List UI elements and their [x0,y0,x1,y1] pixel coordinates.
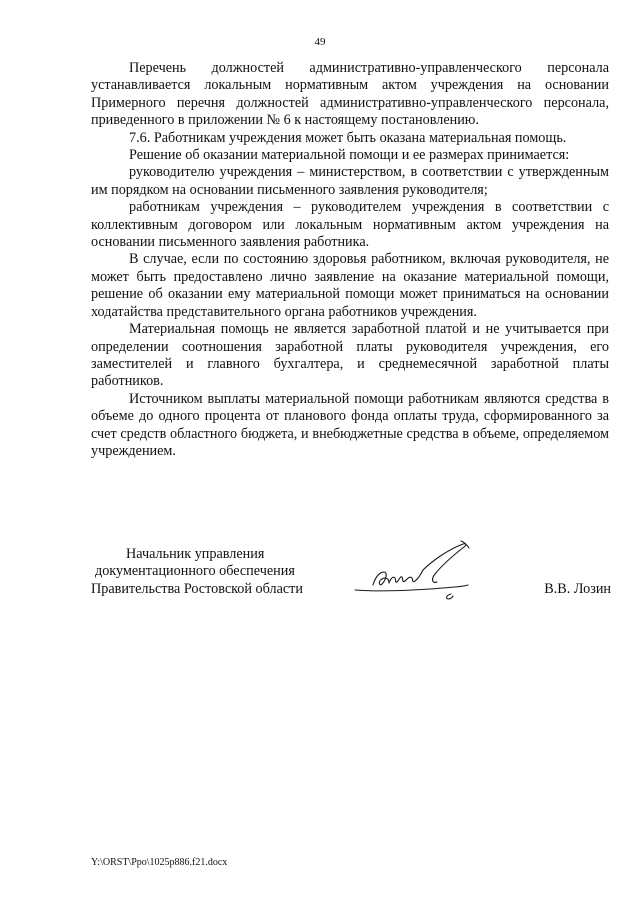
signatory-position-line: Начальник управления [126,546,265,562]
signatory-position-line: документационного обеспечения [95,563,295,580]
paragraph-employee-aid: работникам учреждения – руководителем учреждения в соответствии с коллективным договором или локальным нормативным актом учреждения на основании письменного заявления работника. [91,199,609,251]
signatory-position [91,546,303,598]
paragraph-director-aid: руководителю учреждения – министерством, в соответствии с утвержденным им порядком на основании письменного заявления руководителя; [91,164,609,198]
signatory-position-line: Правительства Ростовской области [91,580,303,597]
paragraph-funding-source: Источником выплаты материальной помощи работникам являются средства в объеме до одного процента от планового фонда оплаты труда, сформированного за счет средств областного бюджета, и внебюджетные средства в объеме, определяемом учреждением. [91,390,609,459]
paragraph-health-case: В случае, если по состоянию здоровья работником, включая руководителя, не может быть предоставлено лично заявление на оказание материальной помощи, решение об оказании ему материальной помощи может приниматься на основании ходатайства представительного органа работников учреждения. [91,251,609,320]
paragraph-decision: Решение об оказании материальной помощи и ее размерах принимается: [129,147,570,164]
paragraph-not-salary: Материальная помощь не является заработной платой и не учитывается при определении соотношения заработной платы руководителя учреждения, его заместителей и главного бухгалтера, и среднемесячной заработной платы работников. [91,321,609,390]
paragraph-material-aid: 7.6. Работникам учреждения может быть оказана материальная помощь. [129,129,567,146]
document-file-path: Y:\ORST\Ppo\1025p886.f21.docx [91,857,228,868]
document-body [91,60,609,460]
page-number: 49 [314,36,326,48]
handwritten-signature [351,538,481,608]
paragraph-staff-list: Перечень должностей административно-управленческого персонала устанавливается локальным нормативным актом учреждения на основании Примерного перечня должностей административно-управленческого персонала, приведенного в приложении № 6 к настоящему постановлению. [91,60,609,129]
signature-block [91,546,611,616]
signatory-name: В.В. Лозин [544,580,611,597]
